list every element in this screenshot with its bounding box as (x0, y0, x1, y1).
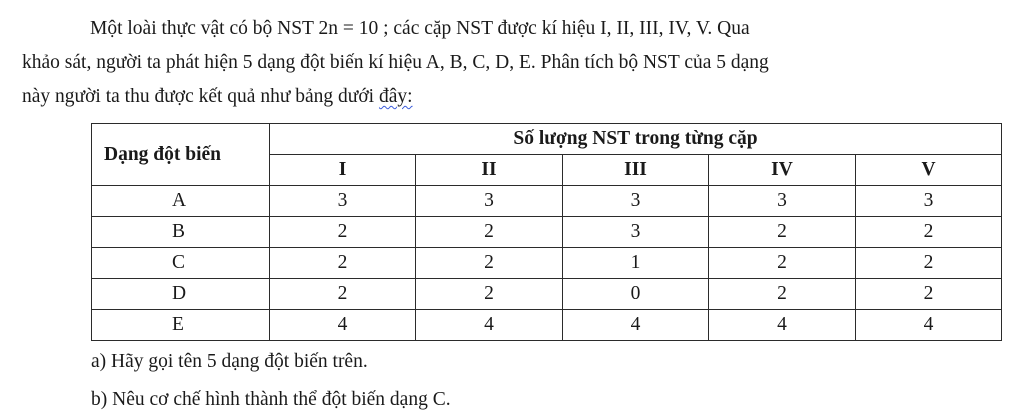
table-row (92, 186, 1002, 217)
column-header: III (563, 155, 709, 186)
table-cell: 3 (270, 186, 416, 217)
table-cell: 3 (856, 186, 1002, 217)
row-label: A (92, 186, 270, 217)
mutation-table (91, 123, 1002, 341)
table-cell: 2 (709, 279, 856, 310)
row-label: D (92, 279, 270, 310)
row-label: C (92, 248, 270, 279)
table-cell: 2 (856, 248, 1002, 279)
table-cell: 0 (563, 279, 709, 310)
question-a: a) Hãy gọi tên 5 dạng đột biến trên. (91, 351, 368, 372)
table-row (92, 279, 1002, 310)
table-row (92, 217, 1002, 248)
table-cell: 2 (416, 248, 563, 279)
table-header-row (92, 124, 1002, 155)
table-cell: 2 (856, 217, 1002, 248)
table-cell: 2 (856, 279, 1002, 310)
table-cell: 2 (416, 217, 563, 248)
table-cell: 2 (416, 279, 563, 310)
column-header: IV (709, 155, 856, 186)
column-header: V (856, 155, 1002, 186)
table-cell: 1 (563, 248, 709, 279)
table-row (92, 248, 1002, 279)
table-cell: 2 (709, 248, 856, 279)
row-header-cell: Dạng đột biến (92, 124, 270, 186)
table-cell: 4 (563, 310, 709, 341)
paragraph-line-2: khảo sát, người ta phát hiện 5 dạng đột biến kí hiệu A, B, C, D, E. Phân tích bộ NST của 5 dạng (22, 52, 769, 73)
row-label: E (92, 310, 270, 341)
group-header-cell: Số lượng NST trong từng cặp (270, 124, 1002, 155)
table-cell: 3 (709, 186, 856, 217)
table-cell: 4 (270, 310, 416, 341)
question-b: b) Nêu cơ chế hình thành thể đột biến dạng C. (91, 389, 451, 410)
spellcheck-underlined-word: đây: (378, 86, 413, 107)
table-cell: 4 (856, 310, 1002, 341)
column-header: II (416, 155, 563, 186)
table-cell: 2 (270, 279, 416, 310)
table-cell: 2 (270, 248, 416, 279)
table-cell: 3 (563, 186, 709, 217)
paragraph-line-1: Một loài thực vật có bộ NST 2n = 10 ; các cặp NST được kí hiệu I, II, III, IV, V. Qua (90, 18, 750, 39)
table-cell: 4 (709, 310, 856, 341)
table-row (92, 310, 1002, 341)
table-cell: 3 (563, 217, 709, 248)
paragraph-line-3: này người ta thu được kết quả như bảng dưới (22, 86, 379, 107)
problem-paragraph (22, 12, 1007, 114)
column-header: I (270, 155, 416, 186)
table-cell: 4 (416, 310, 563, 341)
table-cell: 3 (416, 186, 563, 217)
row-label: B (92, 217, 270, 248)
table-cell: 2 (709, 217, 856, 248)
table-cell: 2 (270, 217, 416, 248)
